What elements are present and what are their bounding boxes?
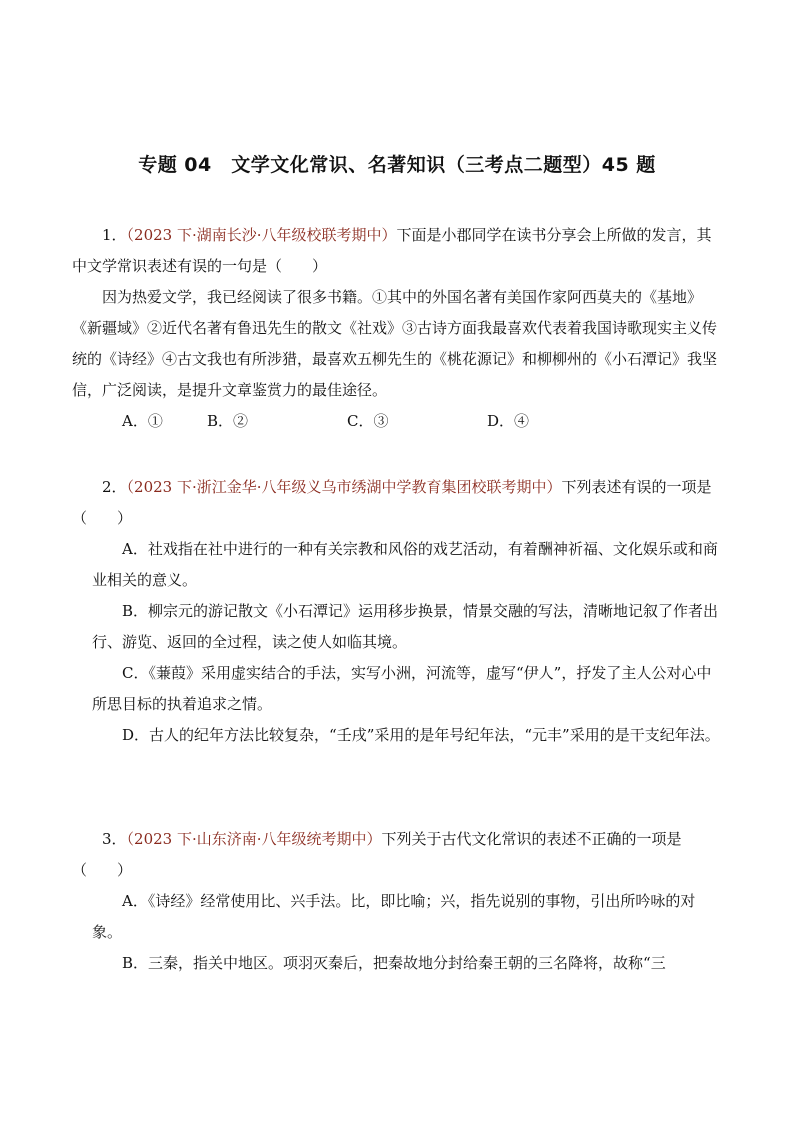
question-2-option-b: B．柳宗元的游记散文《小石潭记》运用移步换景，情景交融的写法，清晰地记叙了作者出行、游览、返回的全过程，读之使人如临其境。 xyxy=(92,602,719,651)
question-1-passage: 因为热爱文学，我已经阅读了很多书籍。①其中的外国名著有美国作家阿西莫夫的《基地》《新疆域》②近代名著有鲁迅先生的散文《社戏》③古诗方面我最喜欢代表着我国诗歌现实主义传统的《诗经》④古文我也有所涉猎，最喜欢五柳先生的《桃花源记》和柳柳州的《小石潭记》我坚信，广泛阅读，是提升文章鉴赏力的最佳途径。 xyxy=(72,288,718,399)
question-1-option-b: B．② xyxy=(207,412,249,430)
question-2 xyxy=(72,472,722,751)
question-2-stem xyxy=(72,472,722,534)
question-1-option-d: D．④ xyxy=(487,412,530,430)
question-1-number: 1． xyxy=(102,226,127,244)
question-1-stem xyxy=(72,220,722,282)
question-3-stem xyxy=(72,824,722,886)
question-2-source: （2023 下·浙江金华·八年级义乌市绣湖中学教育集团校联考期中） xyxy=(126,478,562,496)
question-1 xyxy=(72,220,722,437)
question-1-source: （2023 下·湖南长沙·八年级校联考期中） xyxy=(126,226,397,244)
question-3-source: （2023 下·山东济南·八年级统考期中） xyxy=(126,830,382,848)
question-3-number: 3． xyxy=(102,830,127,848)
question-1-text: 下面是小郡同学在读书分享会上所做的发言，其中文学常识表述有误的一句是（ ） xyxy=(72,226,712,275)
question-1-option-a: A．① xyxy=(122,412,163,430)
question-2-option-d: D．古人的纪年方法比较复杂，“壬戌”采用的是年号纪年法，“元丰”采用的是干支纪年法。 xyxy=(122,726,720,744)
question-1-options xyxy=(72,406,722,437)
question-3-option-a: A．《诗经》经常使用比、兴手法。比，即比喻；兴，指先说别的事物，引出所吟咏的对象。 xyxy=(92,892,696,941)
question-3-text: 下列关于古代文化常识的表述不正确的一项是（ ） xyxy=(72,830,682,879)
question-3 xyxy=(72,824,722,979)
question-2-number: 2． xyxy=(102,478,127,496)
question-1-option-c: C．③ xyxy=(347,412,389,430)
question-2-option-c: C．《蒹葭》采用虚实结合的手法，实写小洲，河流等，虚写“伊人”，抒发了主人公对心中所思目标的执着追求之情。 xyxy=(92,664,712,713)
page-title: 专题 04 文学文化常识、名著知识（三考点二题型）45 题 xyxy=(138,154,656,176)
question-3-option-b: B．三秦，指关中地区。项羽灭秦后，把秦故地分封给秦王朝的三名降将，故称“三 xyxy=(122,954,666,972)
question-2-option-a: A．社戏指在社中进行的一种有关宗教和风俗的戏艺活动，有着酬神祈福、文化娱乐或和商业相关的意义。 xyxy=(92,540,718,589)
question-2-text: 下列表述有误的一项是（ ） xyxy=(72,478,712,527)
